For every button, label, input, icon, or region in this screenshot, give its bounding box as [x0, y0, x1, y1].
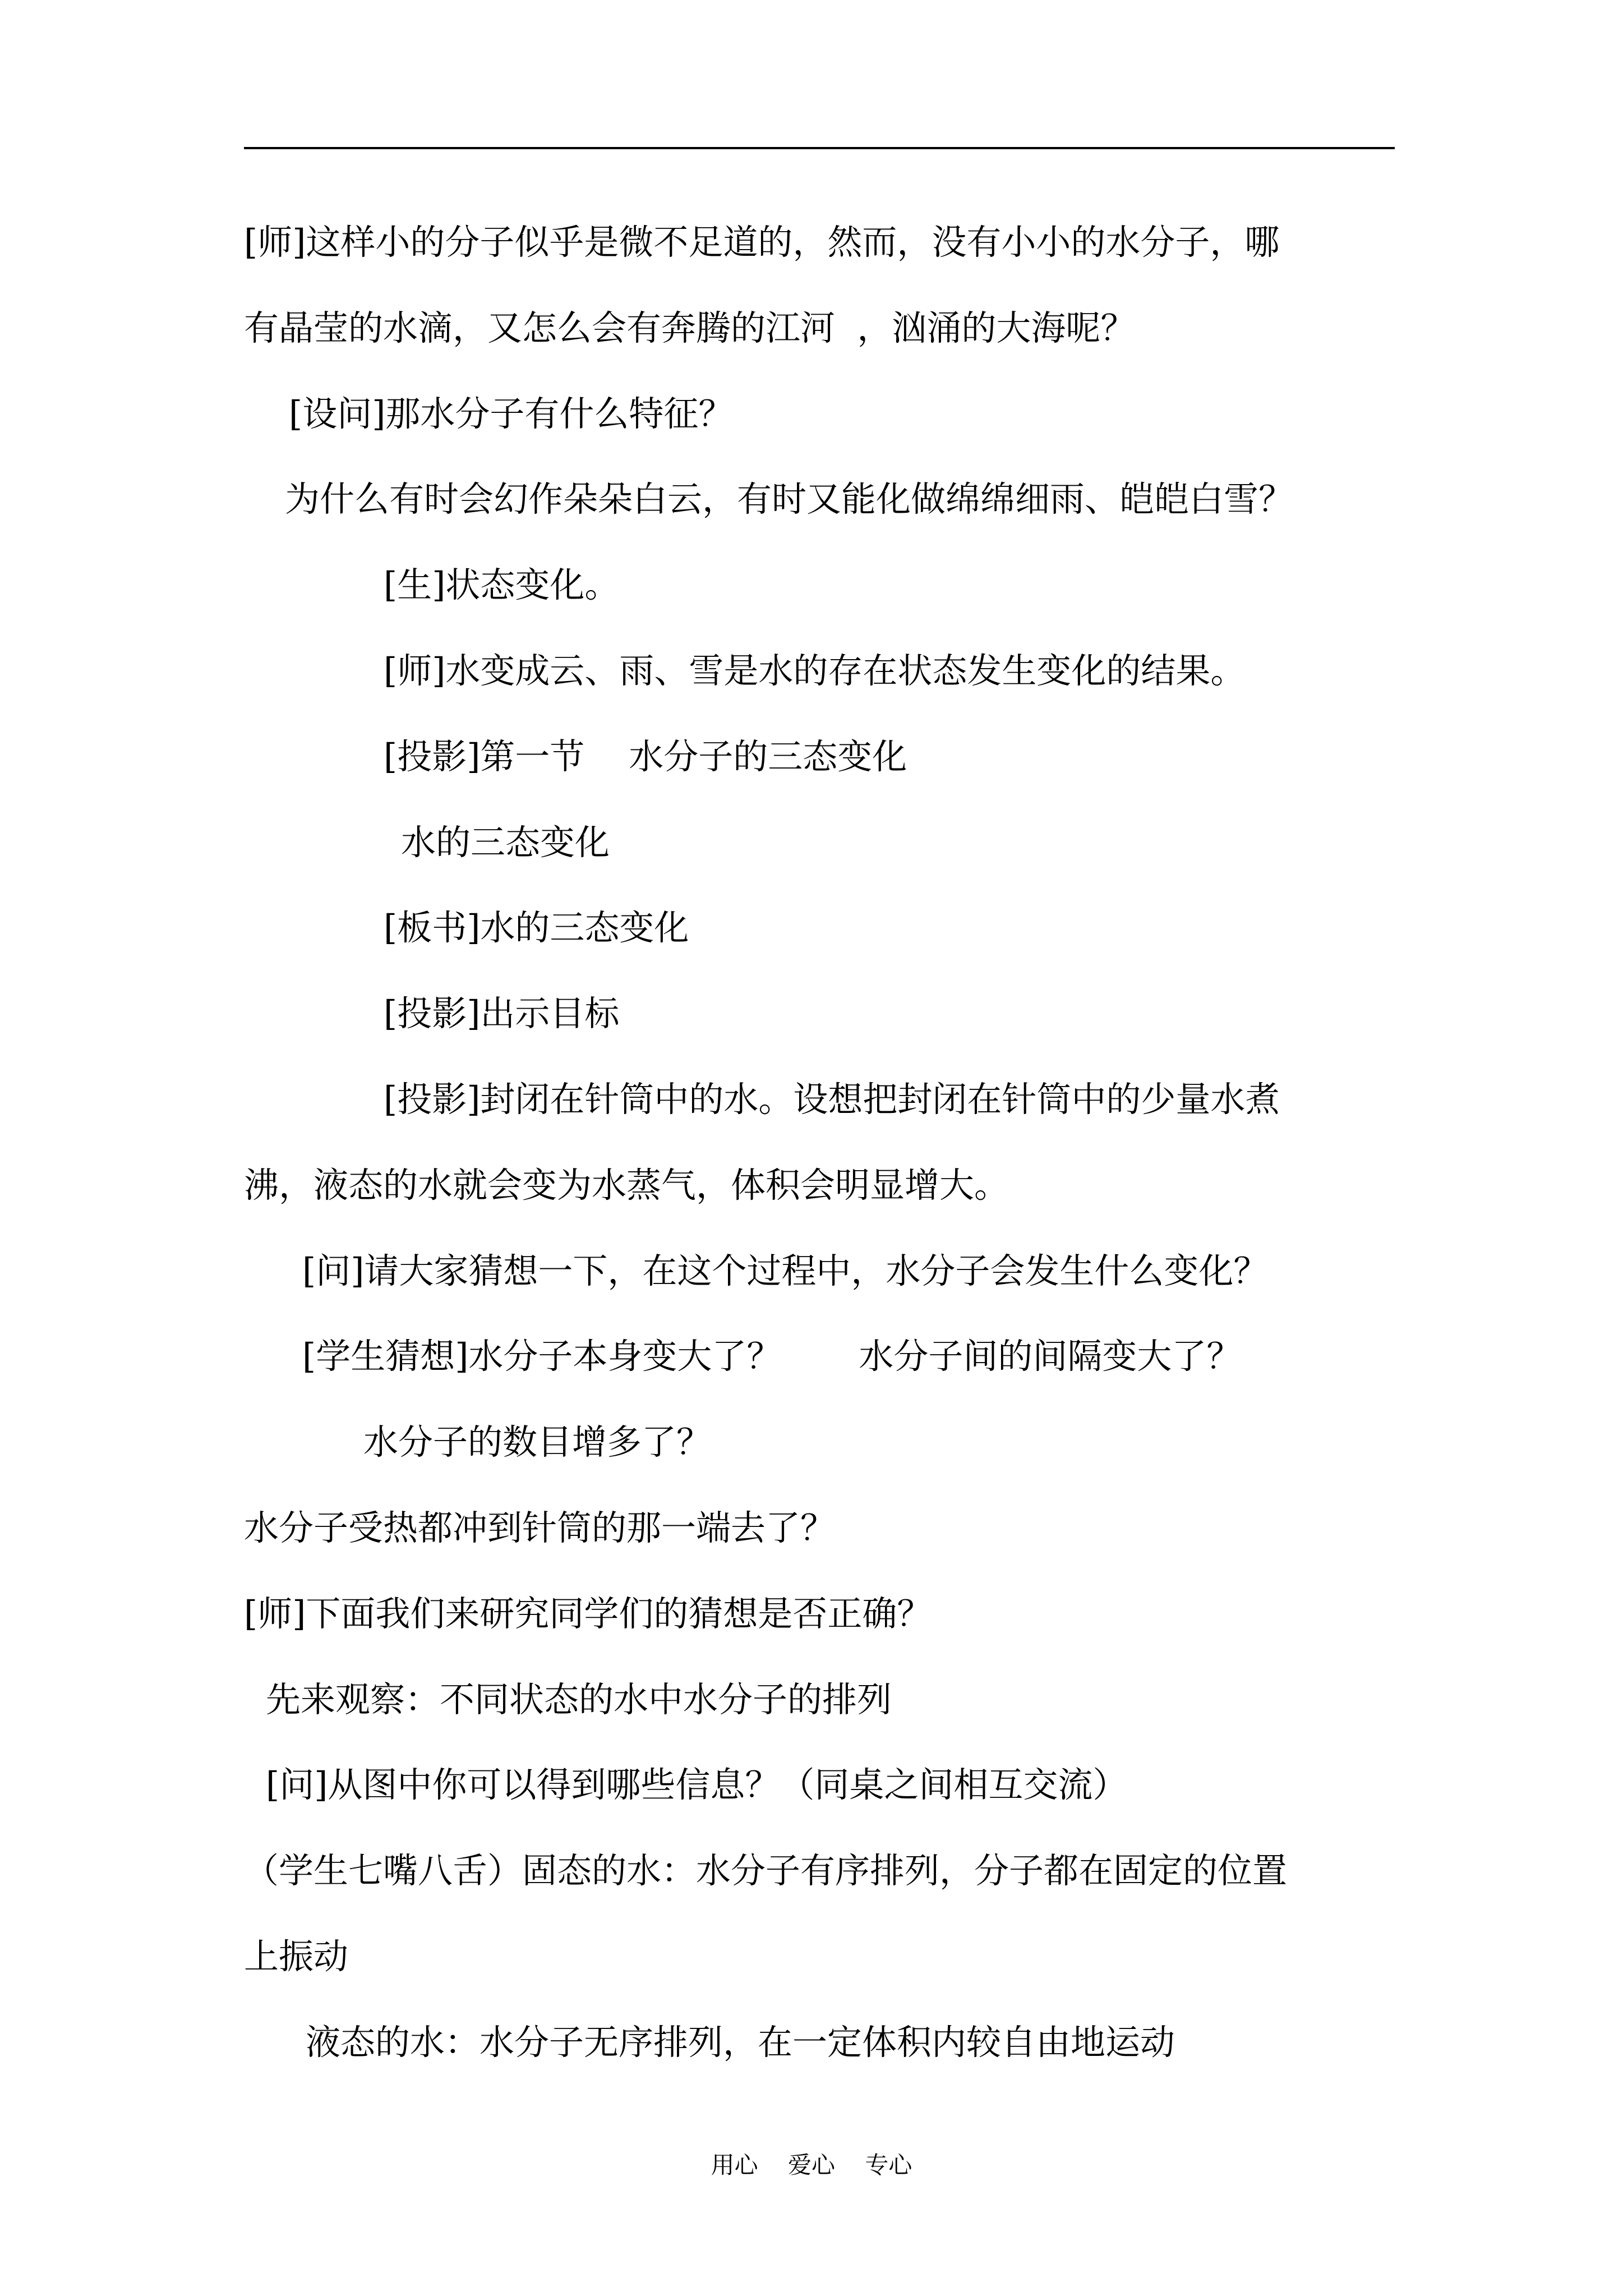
text-line: [师]这样小的分子似乎是微不足道的，然而，没有小小的水分子，哪	[244, 222, 1280, 263]
text-line: 先来观察：不同状态的水中水分子的排列	[266, 1679, 892, 1720]
text-line: [投影]第一节 水分子的三态变化	[384, 736, 907, 777]
text-line: [师]下面我们来研究同学们的猜想是否正确？	[244, 1593, 932, 1634]
text-line: 水分子的数目增多了？	[363, 1421, 712, 1462]
text-line: [板书]水的三态变化	[384, 907, 689, 948]
text-line: 水的三态变化	[401, 822, 610, 863]
text-line: [问]从图中你可以得到哪些信息？（同桌之间相互交流）	[266, 1764, 1128, 1805]
text-line: 沸，液态的水就会变为水蒸气，体积会明显增大。	[244, 1165, 1009, 1205]
header-rule	[244, 147, 1395, 149]
text-line: [投影]封闭在针筒中的水。设想把封闭在针筒中的少量水煮	[384, 1079, 1280, 1120]
page-footer: 用心 爱心 专心	[711, 2151, 912, 2179]
text-line: [学生猜想]水分子本身变大了？ 水分子间的间隔变大了？	[302, 1336, 1242, 1377]
text-line: [问]请大家猜想一下，在这个过程中，水分子会发生什么变化？	[302, 1250, 1269, 1291]
text-line: [师]水变成云、雨、雪是水的存在状态发生变化的结果。	[384, 650, 1246, 691]
text-line: 为什么有时会幻作朵朵白云，有时又能化做绵绵细雨、皑皑白雪？	[285, 478, 1294, 519]
text-line: [生]状态变化。	[384, 564, 620, 605]
text-line: 水分子受热都冲到针筒的那一端去了？	[244, 1507, 836, 1548]
text-line: 液态的水：水分子无序排列，在一定体积内较自由地运动	[306, 2022, 1175, 2063]
text-line: （学生七嘴八舌）固态的水：水分子有序排列，分子都在固定的位置	[244, 1850, 1288, 1891]
text-line: 上振动	[244, 1936, 349, 1977]
text-line: [投影]出示目标	[384, 993, 620, 1034]
text-line: 有晶莹的水滴，又怎么会有奔腾的江河 ，汹涌的大海呢？	[244, 307, 1136, 348]
text-line: [设问]那水分子有什么特征？	[289, 393, 734, 434]
